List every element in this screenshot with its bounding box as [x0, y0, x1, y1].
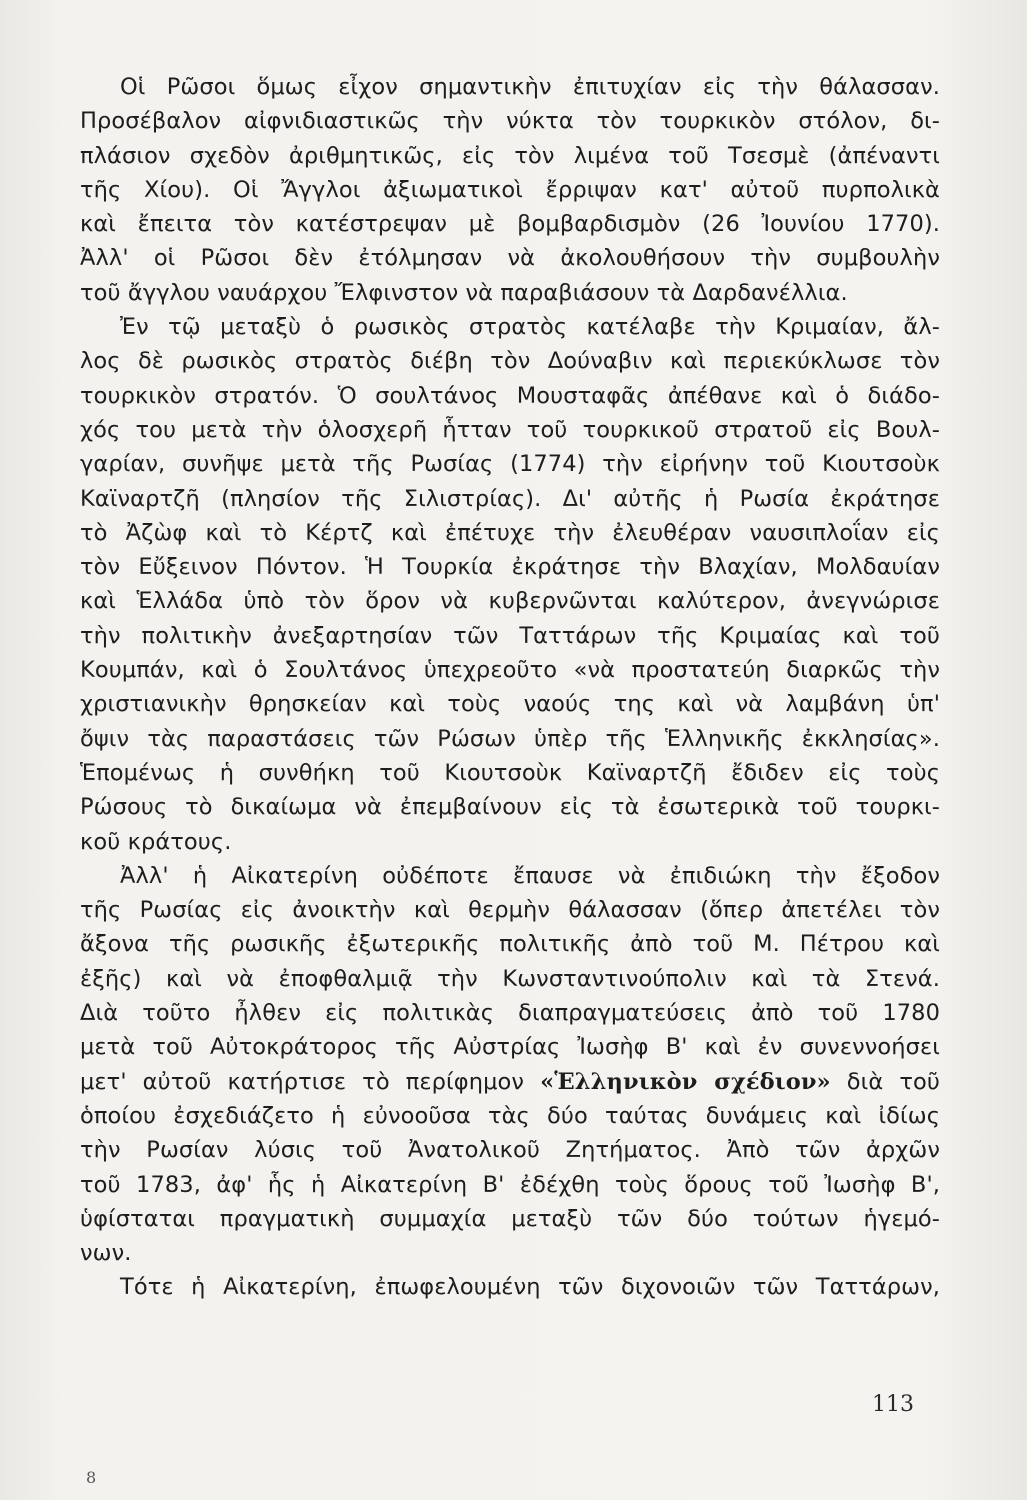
text-line: τοῦ ἄγγλου ναυάρχου Ἔλφινστον νὰ παραβιάσουν τὰ Δαρδανέλλια. — [80, 279, 848, 306]
text-line: γαρίαν, συνῆψε μετὰ τῆς Ρωσίας (1774) τὴν εἰρήνην τοῦ Κιουτσοὺκ — [80, 451, 940, 478]
text-line: νων. — [80, 1240, 132, 1267]
text-line: μετὰ τοῦ Αὐτοκράτορος τῆς Αὐστρίας Ἰωσὴφ Β' καὶ ἐν συνεννοήσει — [80, 1034, 940, 1061]
text-line: τὴν πολιτικὴν ἀνεξαρτησίαν τῶν Ταττάρων τῆς Κριμαίας καὶ τοῦ — [80, 622, 940, 649]
text-line: Οἱ Ρῶσοι ὅμως εἶχον σημαντικὴν ἐπιτυχίαν εἰς τὴν θάλασσαν. — [120, 74, 940, 100]
bold-phrase: «Ἑλληνικὸν σχέδιον» — [540, 1068, 831, 1095]
text-line: καὶ Ἑλλάδα ὑπὸ τὸν ὅρον νὰ κυβερνῶνται καλύτερον, ἀνεγνώρισε — [80, 588, 940, 615]
text-line: Ἀλλ' οἱ Ρῶσοι δὲν ἐτόλμησαν νὰ ἀκολουθήσουν τὴν συμβουλὴν — [80, 245, 940, 272]
text-line: Τότε ἡ Αἰκατερίνη, ἐπωφελουμένη τῶν διχονοιῶν τῶν Ταττάρων, — [120, 1274, 940, 1301]
text-line: Προσέβαλον αἰφνιδιαστικῶς τὴν νύκτα τὸν τουρκικὸν στόλον, δι- — [80, 108, 940, 135]
text-line: καὶ ἔπειτα τὸν κατέστρεψαν μὲ βομβαρδισμὸν (26 Ἰουνίου 1770). — [80, 211, 940, 238]
text-line: κοῦ κράτους. — [80, 828, 232, 855]
text-line: ὄψιν τὰς παραστάσεις τῶν Ρώσων ὑπὲρ τῆς Ἑλληνικῆς ἐκκλησίας». — [80, 725, 940, 752]
body-text — [80, 70, 940, 1305]
text-line: ἐξῆς) καὶ νὰ ἐποφθαλμιᾷ τὴν Κωνσταντινούπολιν καὶ τὰ Στενά. — [80, 965, 940, 992]
text-line: τὸν Εὔξεινον Πόντον. Ἡ Τουρκία ἐκράτησε τὴν Βλαχίαν, Μολδαυίαν — [80, 554, 940, 581]
text-line: ἄξονα τῆς ρωσικῆς ἐξωτερικῆς πολιτικῆς ἀπὸ τοῦ Μ. Πέτρου καὶ — [80, 931, 940, 958]
text-line: ὁποίου ἐσχεδιάζετο ἡ εὐνοοῦσα τὰς δύο ταύτας δυνάμεις καὶ ἰδίως — [80, 1102, 940, 1129]
text-line: τοῦ 1783, ἀφ' ἧς ἡ Αἰκατερίνη Β' ἐδέχθη τοὺς ὅρους τοῦ Ἰωσὴφ Β', — [80, 1171, 940, 1198]
text-line: τῆς Χίου). Οἱ Ἄγγλοι ἀξιωματικοὶ ἔρριψαν κατ' αὐτοῦ πυρπολικὰ — [80, 176, 940, 203]
text-line: Ἐν τῷ μεταξὺ ὁ ρωσικὸς στρατὸς κατέλαβε τὴν Κριμαίαν, ἄλ- — [120, 314, 940, 341]
text-line: χριστιανικὴν θρησκείαν καὶ τοὺς ναούς της καὶ νὰ λαμβάνη ὑπ' — [80, 691, 940, 718]
text-line: Κουμπάν, καὶ ὁ Σουλτάνος ὑπεχρεοῦτο «νὰ προστατεύη διαρκῶς τὴν — [80, 657, 940, 684]
text-line: λος δὲ ρωσικὸς στρατὸς διέβη τὸν Δούναβιν καὶ περιεκύκλωσε τὸν — [80, 348, 940, 375]
text-line: Ἀλλ' ἡ Αἰκατερίνη οὐδέποτε ἔπαυσε νὰ ἐπιδιώκη τὴν ἔξοδον — [120, 862, 940, 889]
text-line: πλάσιον σχεδὸν ἀριθμητικῶς, εἰς τὸν λιμένα τοῦ Τσεσμὲ (ἀπέναντι — [80, 142, 940, 169]
text-line: Ἑπομένως ἡ συνθήκη τοῦ Κιουτσοὺκ Καϊναρτζῆ ἔδιδεν εἰς τοὺς — [80, 759, 940, 786]
text-line: Ρώσους τὸ δικαίωμα νὰ ἐπεμβαίνουν εἰς τὰ ἐσωτερικὰ τοῦ τουρκι- — [80, 794, 940, 821]
text-line: τὴν Ρωσίαν λύσις τοῦ Ἀνατολικοῦ Ζητήματος. Ἀπὸ τῶν ἀρχῶν — [80, 1137, 940, 1164]
text-line: ὑφίσταται πραγματικὴ συμμαχία μεταξὺ τῶν δύο τούτων ἡγεμό- — [80, 1205, 940, 1232]
text-line: μετ' αὐτοῦ κατήρτισε τὸ περίφημον «Ἑλληνικὸν σχέδιον» διὰ τοῦ — [80, 1068, 940, 1095]
page-number: 113 — [872, 1392, 914, 1417]
text-line: τουρκικὸν στρατόν. Ὁ σουλτάνος Μουσταφᾶς ἀπέθανε καὶ ὁ διάδο- — [80, 382, 940, 409]
text-line: τῆς Ρωσίας εἰς ἀνοικτὴν καὶ θερμὴν θάλασσαν (ὅπερ ἀπετέλει τὸν — [80, 897, 940, 924]
text-line: τὸ Ἀζὼφ καὶ τὸ Κέρτζ καὶ ἐπέτυχε τὴν ἐλευθέραν ναυσιπλοΐαν εἰς — [80, 519, 940, 546]
text-line: Διὰ τοῦτο ἦλθεν εἰς πολιτικὰς διαπραγματεύσεις ἀπὸ τοῦ 1780 — [80, 1000, 940, 1027]
signature-mark: 8 — [86, 1468, 97, 1487]
text-line: Καϊναρτζῆ (πλησίον τῆς Σιλιστρίας). Δι' αὐτῆς ἡ Ρωσία ἐκράτησε — [80, 485, 940, 512]
text-line: χός του μετὰ τὴν ὁλοσχερῆ ἧτταν τοῦ τουρκικοῦ στρατοῦ εἰς Βουλ- — [80, 416, 940, 443]
